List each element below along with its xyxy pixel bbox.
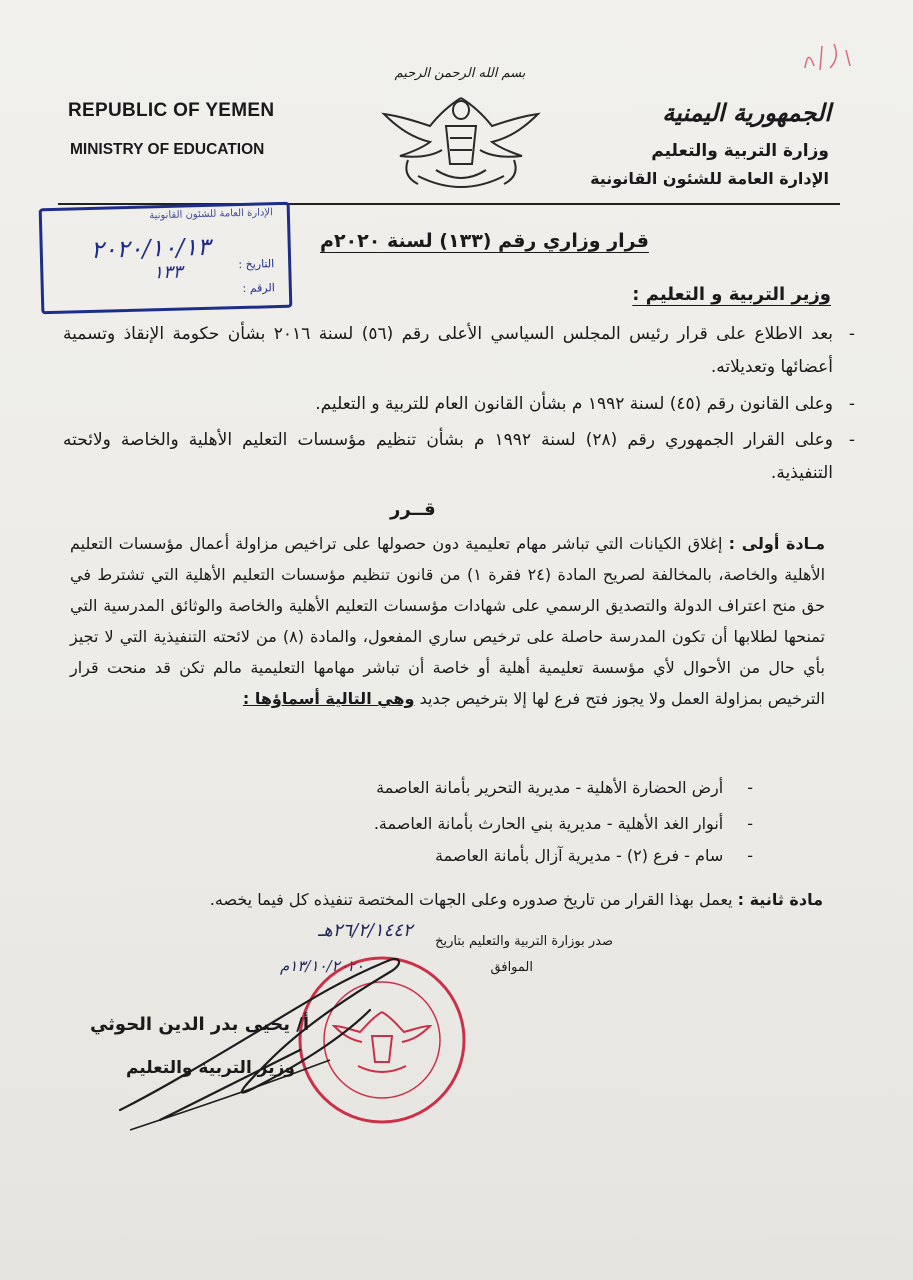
stamp-date-value: ٢٠٢٠/١٠/١٣ [90,232,211,264]
incoming-registration-stamp [39,202,293,315]
signatory-title: وزير التربية والتعليم [125,1058,295,1078]
department-name-ar: الإدارة العامة للشئون القانونية [590,169,829,188]
school-list-item [376,778,753,797]
basmala: بسم الله الرحمن الرحيم [394,66,526,81]
stamp-number-label: الرقم : [242,281,275,295]
ministry-name-en: MINISTRY OF EDUCATION [70,141,265,158]
corresponding-date-handwritten: ١٣/١٠/٢٠٢٠م [280,957,364,975]
article-one-tail: وهي التالية أسماؤها : [242,689,415,708]
school-name: سام - فرع (٢) - مديرية آزال بأمانة العاصمة [435,846,724,865]
recital-text: وعلى القانون رقم (٤٥) لسنة ١٩٩٢ م بشأن القانون العام للتربية و التعليم. [315,394,833,414]
recital-item [63,424,855,490]
article-one [70,528,825,714]
school-list-item [435,846,753,865]
article-two-text: يعمل بهذا القرار من تاريخ صدوره وعلى الجهات المختصة تنفيذه كل فيما يخصه. [209,890,733,909]
bullet-dash-icon: - [848,430,855,450]
article-two-label: مادة ثانية : [737,890,823,909]
corresponding-text: الموافق [490,960,533,975]
decided-heading: قــرر [390,499,436,520]
ministry-name-ar: وزارة التربية والتعليم [651,141,829,161]
article-one-text: إغلاق الكيانات التي تباشر مهام تعليمية دون حصولها على تراخيص مزاولة أعمال مؤسسات التعليم الأهلية والخاصة، بالمخالفة لصريح المادة (٢٤ فقرة ١) من قانون تنظيم مؤسسات التعليم الأهلية التي تشترط في حق منح اعتراف الدولة والتصديق الرسمي على شهادات مؤسسات التعليم الأهلية والخاصة والوثائق المدرسية التي تمنحها لطلابها أن تكون المدرسة حاصلة على ترخيص ساري المفعول، والمادة (٨) من لائحته التنفيذية التي لا تجيز بأي حال من الأحوال لأي مؤسسة تعليمية أهلية أو خاصة أن تباشر مهامها التعليمية مالم تكن قد منحت قرار الترخيص بمزاولة العمل ولا يجوز فتح فرع لها إلا بترخيص جديد [70,534,826,708]
bullet-dash-icon: - [848,394,855,414]
yemen-eagle-emblem-icon [378,86,544,196]
signatory-name: أ/ يحيى بدر الدين الحوثي [89,1014,309,1035]
country-name-en: REPUBLIC OF YEMEN [68,100,275,121]
stamp-heading: الإدارة العامة للشئون القانونية [149,207,273,222]
stamp-number-value: ١٣٣ [153,261,183,284]
school-name: أرض الحضارة الأهلية - مديرية التحرير بأمانة العاصمة [376,778,724,797]
recital-text: بعد الاطلاع على قرار رئيس المجلس السياسي الأعلى رقم (٥٦) لسنة ٢٠١٦ بشأن حكومة الإنقاذ وتسمية أعضائها وتعديلاته. [63,324,833,377]
article-two [210,890,823,909]
addressee-heading: وزير التربية و التعليم : [632,284,831,305]
school-list-item [374,814,753,833]
stamp-date-label: التاريخ : [238,257,275,272]
recital-text: وعلى القرار الجمهوري رقم (٢٨) لسنة ١٩٩٢ م بشأن تنظيم مؤسسات التعليم الأهلية والخاصة ولائحته التنفيذية. [63,430,833,483]
bullet-dash-icon: - [747,778,753,797]
country-name-ar: الجمهورية اليمنية [662,98,831,127]
recital-item [63,388,855,421]
handwritten-signature [100,940,430,1140]
school-name: أنوار الغد الأهلية - مديرية بني الحارث بأمانة العاصمة. [373,814,724,833]
recital-item [63,318,855,384]
bullet-dash-icon: - [848,324,855,344]
article-one-label: مـادة أولى : [728,534,826,553]
red-ink-mark [800,38,860,78]
issued-date-handwritten: ٢٦/٢/١٤٤٢هـ [318,920,413,941]
issued-text: صدر بوزارة التربية والتعليم بتاريخ [435,934,613,949]
bullet-dash-icon: - [747,814,753,833]
decree-title: قرار وزاري رقم (١٣٣) لسنة ٢٠٢٠م [320,230,649,252]
bullet-dash-icon: - [747,846,753,865]
